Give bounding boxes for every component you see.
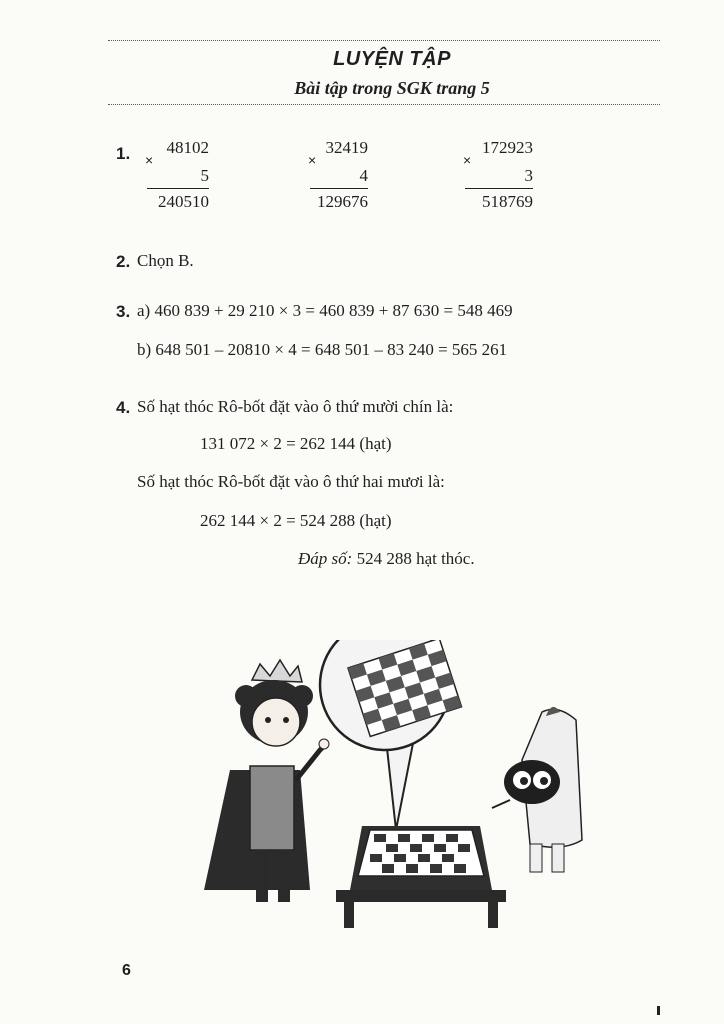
exercise-4-number: 4. [116, 398, 131, 417]
top-rule [108, 40, 660, 41]
exercise-2-answer: Chọn B. [137, 251, 194, 270]
product: 129676 [317, 192, 368, 211]
scan-mark [657, 1006, 660, 1015]
multiplier: 3 [524, 166, 533, 185]
exercise-1-number: 1. [116, 144, 131, 163]
exercise-3-line-a: a) 460 839 + 29 210 × 3 = 460 839 + 87 630 = 548 469 [137, 301, 513, 320]
exercise-4-calc-1: 131 072 × 2 = 262 144 (hạt) [200, 434, 392, 453]
result-line [147, 188, 209, 189]
result-line [465, 188, 533, 189]
header-bottom-rule [108, 104, 660, 105]
exercise-3-line-b: b) 648 501 – 20810 × 4 = 648 501 – 83 240 = 565 261 [137, 340, 508, 359]
multiplication-1 [145, 138, 209, 218]
page-number: 6 [122, 962, 131, 979]
multiplicand: 172923 [482, 138, 533, 157]
multiplicand: 48102 [166, 138, 209, 157]
product: 518769 [482, 192, 533, 211]
answer-value: 524 288 hạt thóc. [356, 549, 475, 568]
multiply-sign: × [145, 152, 154, 168]
page-title: LUYỆN TẬP [333, 48, 451, 70]
chess-table [336, 826, 506, 928]
exercise-4-sentence-1: Số hạt thóc Rô-bốt đặt vào ô thứ mười chín là: [137, 397, 454, 416]
king-character [204, 660, 329, 902]
exercise-3-number: 3. [116, 302, 131, 321]
exercise-2-number: 2. [116, 252, 131, 271]
magnified-chessboard-bubble [320, 640, 462, 830]
multiplication-2 [308, 138, 368, 218]
product: 240510 [158, 192, 209, 211]
multiplier: 5 [200, 166, 209, 185]
illustration [190, 640, 610, 940]
robot-character [492, 707, 582, 872]
exercise-4-sentence-2: Số hạt thóc Rô-bốt đặt vào ô thứ hai mươi là: [137, 472, 445, 491]
page-subtitle: Bài tập trong SGK trang 5 [294, 78, 490, 98]
multiply-sign: × [308, 152, 317, 168]
answer-label: Đáp số: [298, 549, 353, 568]
multiply-sign: × [463, 152, 472, 168]
multiplication-3 [463, 138, 533, 218]
exercise-4-calc-2: 262 144 × 2 = 524 288 (hạt) [200, 511, 392, 530]
multiplicand: 32419 [325, 138, 368, 157]
exercise-4-final-answer [298, 549, 475, 569]
result-line [310, 188, 368, 189]
multiplier: 4 [359, 166, 368, 185]
